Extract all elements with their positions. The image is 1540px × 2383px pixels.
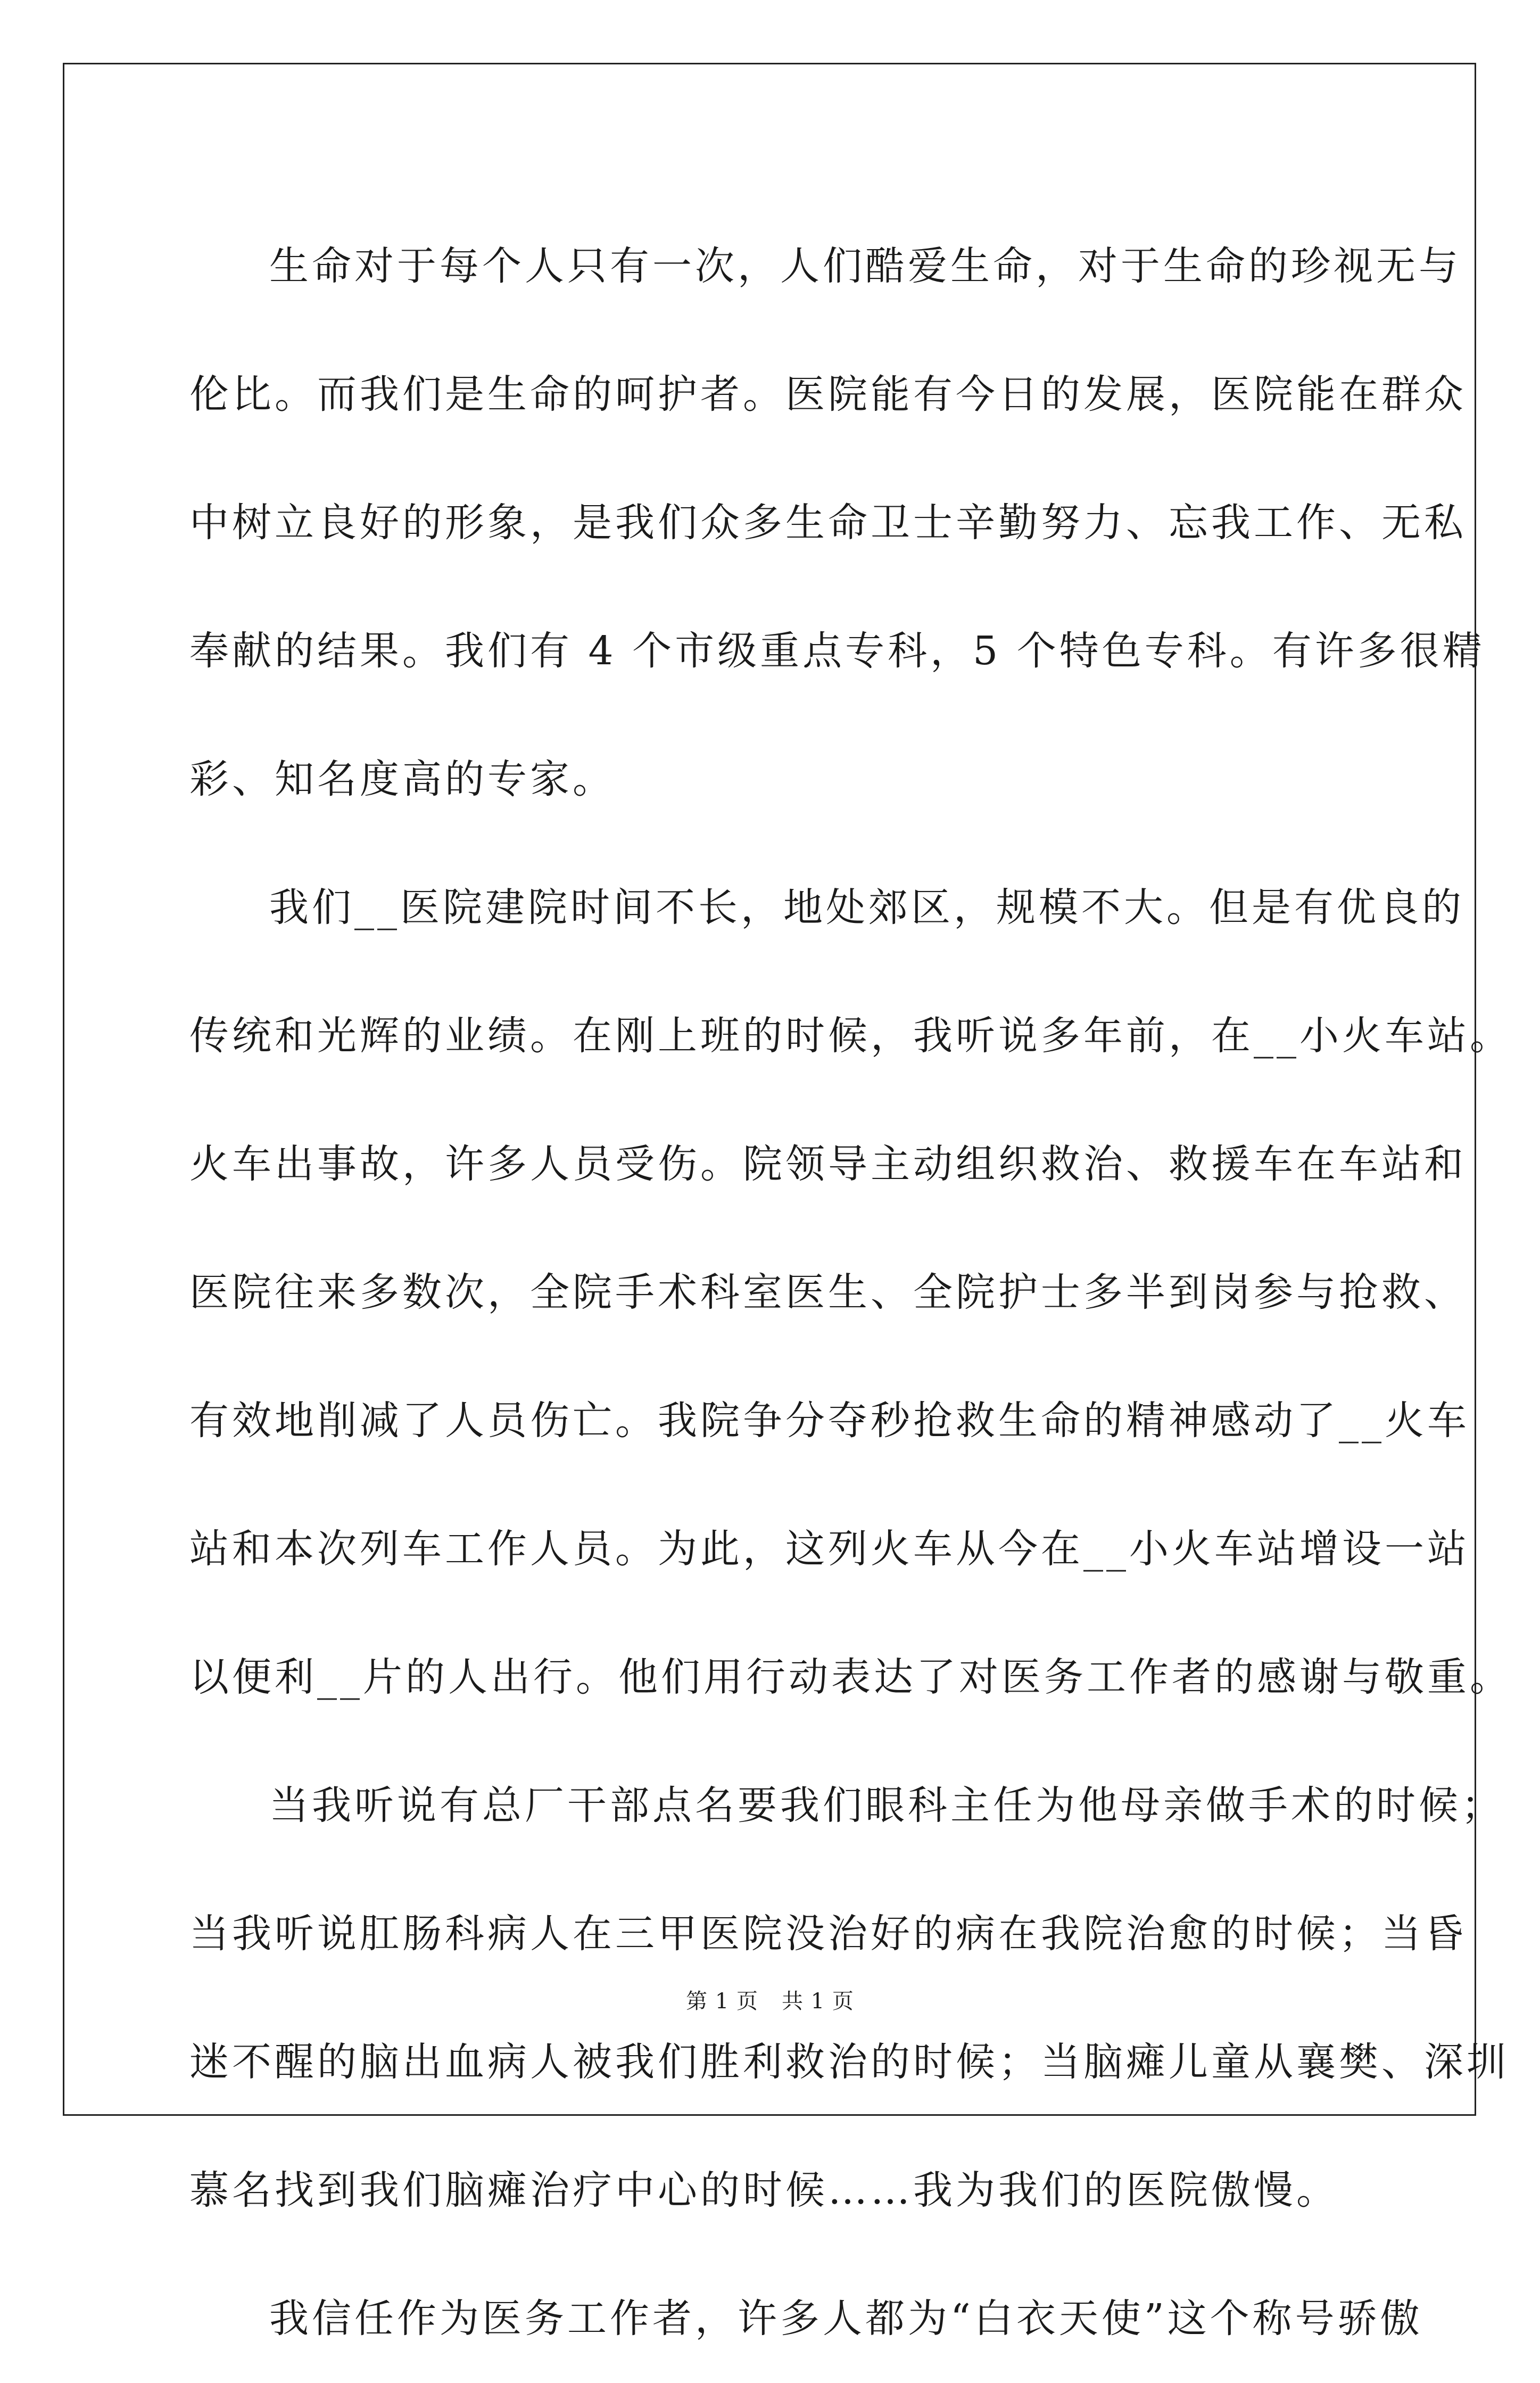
paragraph <box>189 202 1485 844</box>
text-line: 中树立良好的形象，是我们众多生命卫士辛勤努力、忘我工作、无私 <box>189 500 1467 546</box>
text-line: 医院往来多数次，全院手术科室医生、全院护士多半到岗参与抢救、 <box>189 1269 1467 1315</box>
page-number: 第 1 页 <box>686 1989 758 2014</box>
text-line: 伦比。而我们是生命的呵护者。医院能有今日的发展，医院能在群众 <box>189 372 1467 417</box>
document-body <box>189 202 1512 2383</box>
text-line: 有效地削减了人员伤亡。我院争分夺秒抢救生命的精神感动了__火车 <box>189 1398 1470 1444</box>
page-footer <box>0 1985 1540 2017</box>
text-line: 当我听说肛肠科病人在三甲医院没治好的病在我院治愈的时候；当昏 <box>189 1911 1467 1957</box>
text-line: 以便利__片的人出行。他们用行动表达了对医务工作者的感谢与敬重。 <box>189 1654 1512 1700</box>
page-total: 共 1 页 <box>782 1989 854 2014</box>
text-line: 生命对于每个人只有一次，人们酷爱生命，对于生命的珍视无与 <box>269 243 1461 289</box>
text-line: 迷不醒的脑出血病人被我们胜利救治的时候；当脑瘫儿童从襄樊、深圳 <box>189 2039 1509 2085</box>
text-line: 传统和光辉的业绩。在刚上班的时候，我听说多年前，在__小火车站。 <box>189 1013 1512 1059</box>
text-line: 我信任作为医务工作者，许多人都为“白衣天使”这个称号骄傲 <box>269 2296 1423 2341</box>
text-line: 火车出事故，许多人员受伤。院领导主动组织救治、救援车在车站和 <box>189 1141 1467 1187</box>
text-line: 站和本次列车工作人员。为此，这列火车从今在__小火车站增设一站 <box>189 1526 1470 1572</box>
text-line: 当我听说有总厂干部点名要我们眼科主任为他母亲做手术的时候； <box>269 1783 1504 1828</box>
text-line: 彩、知名度高的专家。 <box>189 756 615 802</box>
paragraph <box>189 2255 1423 2383</box>
text-line: 奉献的结果。我们有 4 个市级重点专科，5 个特色专科。有许多很精 <box>189 628 1485 674</box>
text-line: 我们__医院建院时间不长，地处郊区，规模不大。但是有优良的 <box>269 885 1464 930</box>
paragraph <box>189 844 1512 1742</box>
text-line: 慕名找到我们脑瘫治疗中心的时候……我为我们的医院傲慢。 <box>189 2167 1339 2213</box>
